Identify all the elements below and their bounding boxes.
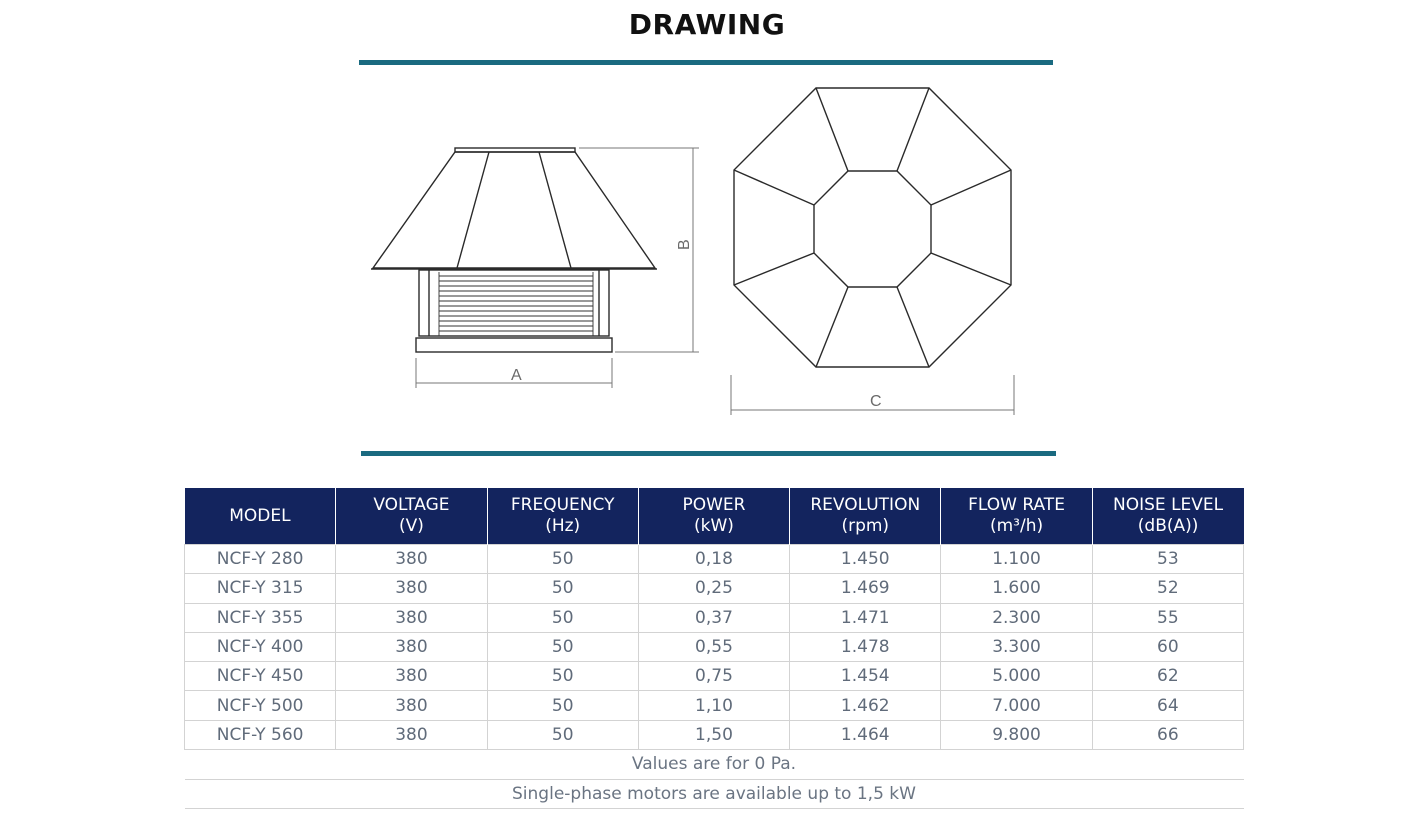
cell-revolution: 1.464 <box>790 720 941 749</box>
inner-octagon <box>814 171 931 287</box>
top-view <box>731 88 1014 415</box>
header-model <box>185 488 336 545</box>
cell-noise-level: 53 <box>1092 545 1243 574</box>
table-row <box>185 574 1244 603</box>
dimension-c-label: C <box>870 393 882 410</box>
cell-noise-level: 60 <box>1092 632 1243 661</box>
table-row <box>185 662 1244 691</box>
header-line: REVOLUTION <box>810 495 921 515</box>
impeller-grille <box>439 272 593 336</box>
cell-flow-rate: 1.100 <box>941 545 1092 574</box>
table-row <box>185 691 1244 720</box>
header-unit: (Hz) <box>545 516 581 536</box>
page-title: DRAWING <box>628 8 786 41</box>
cell-frequency: 50 <box>487 603 638 632</box>
header-line: VOLTAGE <box>373 495 450 515</box>
cell-voltage: 380 <box>336 632 487 661</box>
header-power <box>638 488 789 545</box>
top-divider <box>359 60 1053 65</box>
header-unit: (V) <box>398 516 424 536</box>
specifications-table <box>184 488 1244 809</box>
cell-flow-rate: 1.600 <box>941 574 1092 603</box>
cell-flow-rate: 9.800 <box>941 720 1092 749</box>
header-line: NOISE LEVEL <box>1113 495 1224 515</box>
cell-voltage: 380 <box>336 603 487 632</box>
header-line: FREQUENCY <box>510 495 615 515</box>
header-unit: (dB(A)) <box>1137 516 1199 536</box>
header-line: MODEL <box>229 505 291 526</box>
base-plate <box>416 338 612 352</box>
cell-voltage: 380 <box>336 720 487 749</box>
cell-noise-level: 52 <box>1092 574 1243 603</box>
cell-revolution: 1.454 <box>790 662 941 691</box>
header-revolution <box>790 488 941 545</box>
outer-octagon <box>734 88 1011 367</box>
dimension-b-label: B <box>676 239 693 250</box>
header-line: FLOW RATE <box>968 495 1065 515</box>
cell-model: NCF-Y 450 <box>185 662 336 691</box>
cell-revolution: 1.478 <box>790 632 941 661</box>
cell-model: NCF-Y 560 <box>185 720 336 749</box>
header-unit: (m³/h) <box>989 516 1044 536</box>
dimension-a-label: A <box>511 367 522 384</box>
header-noise-level <box>1092 488 1243 545</box>
cell-noise-level: 62 <box>1092 662 1243 691</box>
header-voltage <box>336 488 487 545</box>
cell-voltage: 380 <box>336 691 487 720</box>
cell-voltage: 380 <box>336 545 487 574</box>
cell-flow-rate: 2.300 <box>941 603 1092 632</box>
note-row <box>185 750 1244 780</box>
fan-technical-drawing <box>359 80 1059 425</box>
table-row <box>185 603 1244 632</box>
cell-revolution: 1.450 <box>790 545 941 574</box>
cell-frequency: 50 <box>487 662 638 691</box>
bottom-divider <box>361 451 1056 456</box>
cell-frequency: 50 <box>487 545 638 574</box>
cell-flow-rate: 7.000 <box>941 691 1092 720</box>
note-pressure: Values are for 0 Pa. <box>185 750 1244 780</box>
cell-model: NCF-Y 355 <box>185 603 336 632</box>
header-flow-rate <box>941 488 1092 545</box>
table-row <box>185 632 1244 661</box>
cell-power: 1,50 <box>638 720 789 749</box>
cell-power: 0,75 <box>638 662 789 691</box>
cell-power: 1,10 <box>638 691 789 720</box>
cell-model: NCF-Y 280 <box>185 545 336 574</box>
note-row <box>185 779 1244 809</box>
cell-flow-rate: 3.300 <box>941 632 1092 661</box>
cell-flow-rate: 5.000 <box>941 662 1092 691</box>
hood-outline <box>373 152 655 268</box>
cell-power: 0,18 <box>638 545 789 574</box>
cell-voltage: 380 <box>336 662 487 691</box>
cell-model: NCF-Y 315 <box>185 574 336 603</box>
cell-revolution: 1.462 <box>790 691 941 720</box>
table-row <box>185 720 1244 749</box>
cell-voltage: 380 <box>336 574 487 603</box>
header-frequency <box>487 488 638 545</box>
note-single-phase: Single-phase motors are available up to 1,5 kW <box>185 779 1244 809</box>
cell-frequency: 50 <box>487 632 638 661</box>
cell-power: 0,37 <box>638 603 789 632</box>
header-unit: (rpm) <box>841 516 890 536</box>
table-header-row <box>185 488 1244 545</box>
cell-frequency: 50 <box>487 574 638 603</box>
cell-noise-level: 64 <box>1092 691 1243 720</box>
cell-power: 0,25 <box>638 574 789 603</box>
cell-noise-level: 55 <box>1092 603 1243 632</box>
cell-revolution: 1.469 <box>790 574 941 603</box>
side-view <box>371 148 699 388</box>
cell-noise-level: 66 <box>1092 720 1243 749</box>
cell-revolution: 1.471 <box>790 603 941 632</box>
cell-power: 0,55 <box>638 632 789 661</box>
cell-frequency: 50 <box>487 720 638 749</box>
table-row <box>185 545 1244 574</box>
header-unit: (kW) <box>694 516 734 536</box>
header-line: POWER <box>682 495 746 515</box>
cell-frequency: 50 <box>487 691 638 720</box>
cell-model: NCF-Y 500 <box>185 691 336 720</box>
cell-model: NCF-Y 400 <box>185 632 336 661</box>
